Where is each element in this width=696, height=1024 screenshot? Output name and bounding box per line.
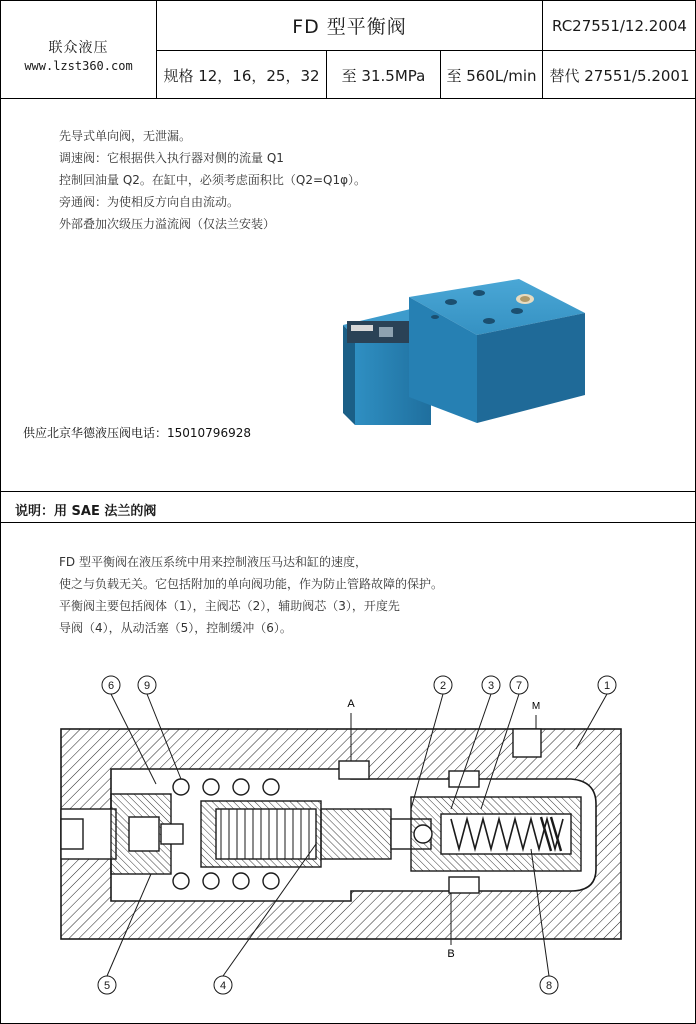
company-logo-cell [1,1,157,99]
feature-item: 调速阀：它根据供入执行器对侧的流量 Q1 [59,151,284,165]
valve-product-photo [339,277,589,427]
spec-sizes: 规格 12，16，25，32 [157,51,327,99]
callout-number: 6 [107,680,115,692]
section-heading: 说明：用 SAE 法兰的阀 [15,504,157,519]
callout-number: 7 [515,680,523,692]
description-line: 平衡阀主要包括阀体（1），主阀芯（2），辅助阀芯（3），开度先 [59,599,400,613]
feature-item: 旁通阀：为使相反方向自由流动。 [59,195,240,209]
page-title: FD 型平衡阀 [157,1,543,51]
company-url[interactable]: www.lzst360.com [24,59,133,73]
callout-number: 5 [103,980,111,992]
section-divider [1,491,696,492]
callout-number: 8 [545,980,553,992]
callout-number: 4 [219,980,227,992]
feature-item: 先导式单向阀，无泄漏。 [59,129,192,143]
callout-number: 1 [603,680,611,692]
header-table [1,1,696,99]
description-line: 使之与负载无关。它包括附加的单向阀功能，作为防止管路故障的保护。 [59,577,444,591]
feature-item: 外部叠加次级压力溢流阀（仅法兰安装） [59,217,276,231]
description-line: FD 型平衡阀在液压系统中用来控制液压马达和缸的速度， [59,555,367,569]
port-m-label: M [531,701,541,712]
section-divider [1,522,696,523]
callout-number: 9 [143,680,151,692]
port-b-label: B [447,948,455,960]
port-a-label: A [347,698,355,710]
document-code: RC27551/12.2004 [543,1,696,51]
valve-cross-section-drawing [51,669,651,1004]
feature-item: 控制回油量 Q2。在缸中，必须考虑面积比（Q2=Q1φ）。 [59,173,367,187]
supplier-contact: 供应北京华德液压阀电话：15010796928 [23,426,251,440]
company-name: 联众液压 [48,40,109,56]
description-text [59,551,443,639]
callout-number: 3 [487,680,495,692]
spec-flow: 至 560L/min [441,51,543,99]
description-line: 导阀（4），从动活塞（5），控制缓冲（6）。 [59,621,292,635]
spec-pressure: 至 31.5MPa [327,51,441,99]
feature-list [59,125,366,235]
spec-replaces: 替代 27551/5.2001 [549,66,690,85]
pilot-assembly [411,797,581,871]
callout-number: 2 [439,680,447,692]
